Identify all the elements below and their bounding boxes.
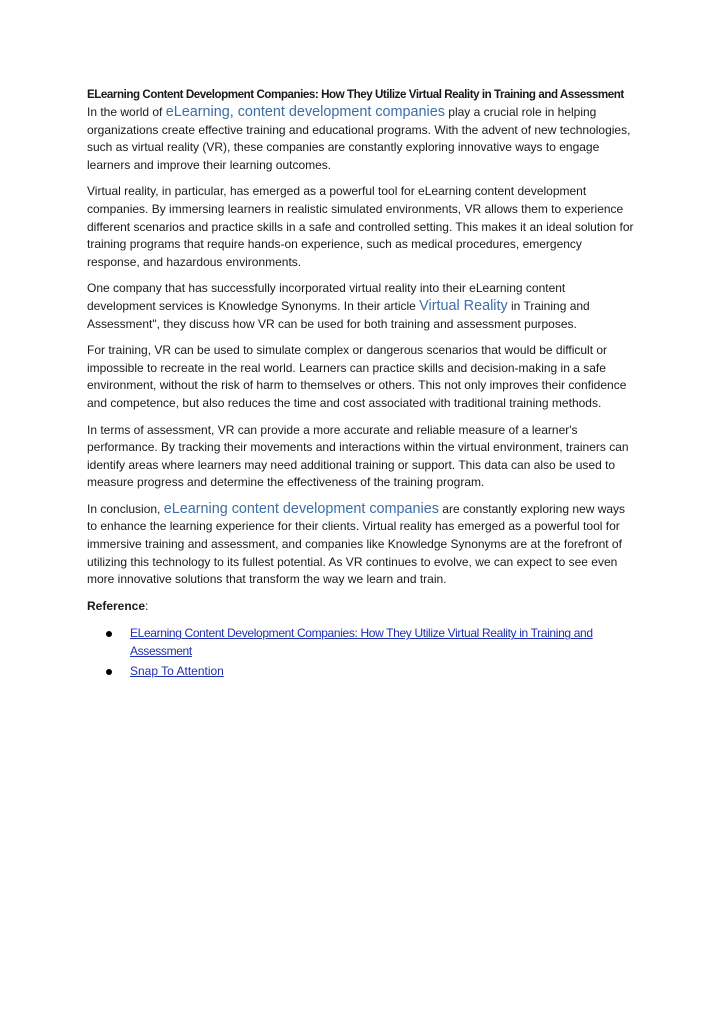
paragraph-conclusion-text-after: are constantly exploring new ways to enhance the learning experience for their clients. Virtual reality has emerged as a powerful tool for immersive training and assessment, and companies like Knowledge Synonyms are at the forefront of utilizing this technology to its fullest potential. As VR continues to evolve, we can expect to see even more innovative solutions that transform the way we learn and train. — [87, 501, 626, 587]
paragraph-intro — [87, 104, 635, 174]
paragraph-intro-text-before: In the world of — [87, 105, 166, 119]
paragraph-virtual-reality: Virtual reality, in particular, has emerged as a powerful tool for eLearning content development companies. By immersing learners in realistic simulated environments, VR allows them to experience different scenarios and practice skills in a safe and controlled setting. This makes it an ideal solution for training programs that require hands-on experience, such as medical procedures, emergency response, and hazardous environments. — [87, 184, 634, 269]
paragraph-conclusion — [87, 501, 635, 589]
paragraph-intro-text-after: play a crucial role in helping organizations create effective training and educational programs. With the advent of new technologies, such as virtual reality (VR), these companies are constantly exploring innovative ways to engage learners and improve their learning outcomes. — [87, 105, 631, 172]
reference-item — [87, 625, 635, 660]
elearning-content-companies-link[interactable]: eLearning content development companies — [163, 500, 439, 517]
bullet-icon — [106, 631, 112, 637]
document-title: ELearning Content Development Companies: How They Utilize Virtual Reality in Training and Assessment — [87, 88, 624, 101]
document-body — [87, 87, 635, 682]
paragraph-ks-text-before: One company that has successfully incorporated virtual reality into their eLearning content development services is Knowledge Synonyms. In their article — [87, 281, 566, 313]
virtual-reality-link[interactable]: Virtual Reality — [419, 297, 508, 314]
reference-heading-colon: : — [145, 598, 149, 613]
paragraph-assessment: In terms of assessment, VR can provide a more accurate and reliable measure of a learner's performance. By tracking their movements and interactions within the virtual environment, trainers can identify areas where learners may need additional training or support. This data can also be used to measure progress and determine the effectiveness of the training program. — [87, 422, 629, 490]
reference-item — [87, 663, 635, 681]
reference-heading — [87, 598, 635, 616]
paragraph-training: For training, VR can be used to simulate complex or dangerous scenarios that would be difficult or impossible to recreate in the real world. Learners can practice skills and decision-making in a safe environment, without the risk of harm to themselves or others. This not only improves their confidence and competence, but also reduces the time and cost associated with traditional training methods. — [87, 343, 627, 410]
paragraph-conclusion-text-before: In conclusion, — [87, 501, 164, 516]
reference-link-elearning-article[interactable]: ELearning Content Development Companies: How They Utilize Virtual Reality in Training and Assessment — [130, 626, 593, 659]
reference-list — [87, 625, 635, 680]
bullet-icon — [106, 669, 112, 675]
paragraph-ks-text-after: in Training and Assessment", they discuss how VR can be used for both training and assessment purposes. — [87, 298, 590, 331]
elearning-companies-link[interactable]: eLearning, content development companies — [165, 104, 445, 120]
paragraph-knowledge-synonyms — [87, 280, 635, 333]
reference-link-snap-to-attention[interactable]: Snap To Attention — [130, 663, 224, 678]
reference-heading-label: Reference — [87, 598, 146, 613]
